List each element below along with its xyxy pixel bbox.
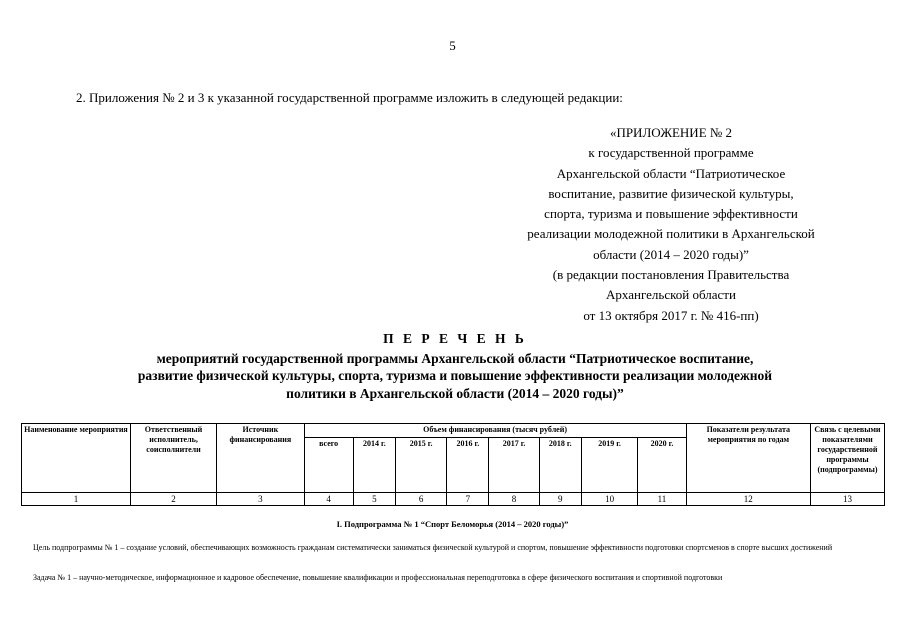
table-header-row	[22, 424, 885, 438]
column-number-row	[22, 493, 885, 506]
appendix-line: (в редакции постановления Правительства	[552, 267, 790, 283]
header-funding-volume: Объем финансирования (тысяч рублей)	[304, 424, 686, 438]
subprogram-task: Задача № 1 – научно-методическое, информационное и кадровое обеспечение, повышение квалификации и профессиональная переподготовка в сфере физического воспитания и спортивной подготовки	[33, 573, 723, 582]
column-number: 11	[638, 493, 686, 506]
appendix-line: области (2014 – 2020 годы)”	[593, 246, 749, 262]
subprogram-goal: Цель подпрограммы № 1 – создание условий, обеспечивающих возможность гражданам систематически заниматься физической культурой и спортом, повышение эффективности подготовки спортсменов в спорте высших достижений	[33, 543, 833, 552]
subheader-year: 2014 г.	[353, 438, 395, 493]
column-number: 1	[22, 493, 131, 506]
header-name: Наименование мероприятия	[22, 424, 131, 493]
column-number: 8	[489, 493, 539, 506]
subheader-year: 2015 г.	[395, 438, 446, 493]
appendix-line: спорта, туризма и повышение эффективности	[544, 206, 798, 222]
item-2-paragraph: 2. Приложения № 2 и 3 к указанной государственной программе изложить в следующей редакции:	[76, 90, 623, 105]
header-source: Источник финансирования	[217, 424, 304, 493]
appendix-line: Архангельской области “Патриотическое	[556, 165, 786, 181]
activities-table	[21, 423, 885, 506]
title-line: политики в Архангельской области (2014 – 2020 годы)”	[286, 385, 624, 401]
subheader-year: 2018 г.	[539, 438, 581, 493]
subheader-year: 2016 г.	[447, 438, 489, 493]
title-line: развитие физической культуры, спорта, туризма и повышение эффективности реализации молодежной	[137, 368, 773, 383]
column-number: 2	[130, 493, 216, 506]
column-number: 12	[686, 493, 810, 506]
appendix-header	[496, 123, 846, 326]
header-link: Связь с целевыми показателями государственной программы (подпрограммы)	[810, 424, 884, 493]
subheader-year: 2017 г.	[489, 438, 539, 493]
column-number: 9	[539, 493, 581, 506]
appendix-line: «ПРИЛОЖЕНИЕ № 2	[609, 125, 733, 140]
column-number: 5	[353, 493, 395, 506]
subheader-total: всего	[304, 438, 353, 493]
subprogram-title: I. Подпрограмма № 1 “Спорт Беломорья (2014 – 2020 годы)”	[336, 519, 569, 529]
title-heading: П Е Р Е Ч Е Н Ь	[383, 331, 527, 346]
column-number: 6	[395, 493, 446, 506]
header-indicators: Показатели результата мероприятия по годам	[686, 424, 810, 493]
appendix-line: воспитание, развитие физической культуры,	[548, 185, 794, 201]
page-number: 5	[449, 38, 456, 53]
column-number: 7	[447, 493, 489, 506]
appendix-line: Архангельской области	[606, 287, 736, 303]
column-number: 4	[304, 493, 353, 506]
title-line: мероприятий государственной программы Архангельской области “Патриотическое воспитание,	[156, 350, 754, 366]
appendix-line: к государственной программе	[588, 145, 754, 161]
document-title	[60, 330, 850, 402]
appendix-line: от 13 октября 2017 г. № 416-пп)	[583, 307, 759, 323]
appendix-line: реализации молодежной политики в Архангельской	[527, 226, 815, 242]
column-number: 13	[810, 493, 884, 506]
subheader-year: 2019 г.	[581, 438, 638, 493]
column-number: 10	[581, 493, 638, 506]
header-responsible: Ответственный исполнитель, соисполнители	[130, 424, 216, 493]
column-number: 3	[217, 493, 304, 506]
subheader-year: 2020 г.	[638, 438, 686, 493]
